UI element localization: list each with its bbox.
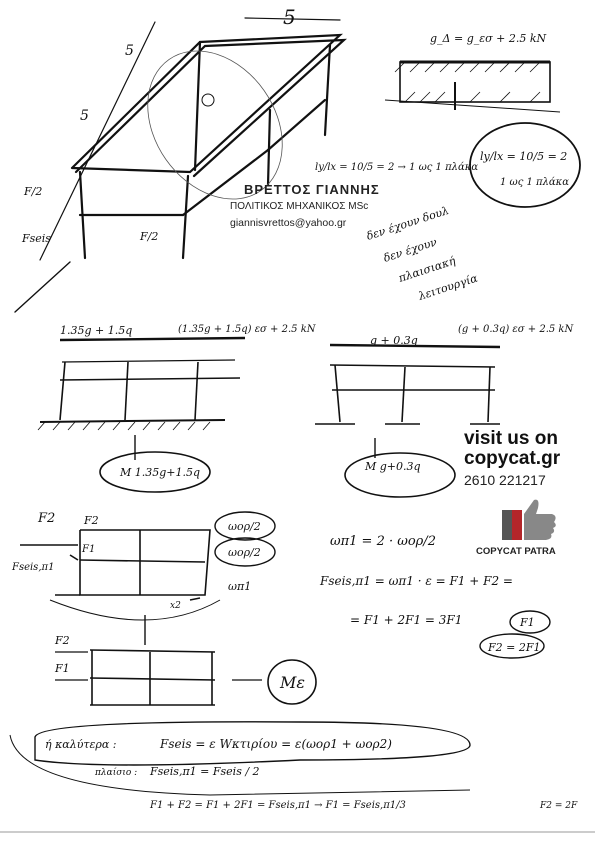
- frame-f2-label: F2: [84, 514, 99, 527]
- engineer-stamp: [230, 182, 400, 229]
- bottom-line3-end: F2 = 2F: [540, 801, 578, 811]
- eq-f1: F1: [520, 616, 535, 629]
- greek-note-1: δεν έχουν δουλ: [364, 204, 451, 243]
- force-label-f2: F/2: [24, 185, 43, 198]
- w-top: ωορ/2: [228, 520, 261, 533]
- combo-left: 1.35g + 1.5q: [60, 324, 133, 337]
- force-label-f2b: F/2: [140, 230, 159, 243]
- combo-left-load: (1.35g + 1.5q) εσ + 2.5 kN: [178, 324, 316, 335]
- greek-note-4: λειτουργία: [416, 271, 480, 303]
- lower-f1: F1: [55, 662, 70, 675]
- moment-e: Mε: [280, 673, 305, 692]
- bottom-line1-label: ή καλύτερα :: [45, 738, 117, 751]
- bottom-line1: Fseis = ε Wκτιρίου = ε(ωορ1 + ωορ2): [160, 737, 392, 751]
- advert-line2: copycat.gr: [464, 448, 561, 469]
- lower-frame: [55, 650, 316, 705]
- advert-brand: COPYCAT PATRA: [476, 546, 556, 557]
- dim-side-label-1: 5: [125, 43, 134, 59]
- load-top-right: g_Δ = g_εσ + 2.5 kN: [430, 32, 547, 45]
- greek-note-2: δεν έχουν: [381, 235, 439, 265]
- moment-right: M g+0.3q: [365, 460, 421, 473]
- beam-section-sketch: [385, 62, 560, 112]
- eq-f2: F2 = 2F1: [488, 641, 541, 654]
- copycat-advert: [464, 428, 594, 557]
- force-label-fseis: Fseis: [22, 232, 51, 245]
- ratio-circle: [470, 123, 580, 207]
- engineer-name: ΒΡΕΤΤΟΣ ΓΙΑΝΝΗΣ: [244, 182, 380, 197]
- frame-3d-sketch: [15, 18, 344, 312]
- eq-fseis: Fseis,π1 = ωπ1 · ε = F1 + F2 =: [320, 574, 513, 588]
- frame-f1-label: F1: [82, 544, 96, 555]
- ratio-note: ly/lx = 10/5 = 2 → 1 ως 1 πλάκα: [315, 162, 479, 173]
- engineer-title: ΠΟΛΙΤΙΚΟΣ ΜΗΧΑΝΙΚΟΣ MSc: [230, 201, 369, 212]
- ratio-circle-text: ly/lx = 10/5 = 2: [480, 150, 568, 163]
- advert-line1: visit us on: [464, 428, 558, 449]
- moment-left: M 1.35g+1.5q: [120, 466, 201, 479]
- combo-right: g + 0.3q: [370, 334, 418, 347]
- w-mid: ωορ/2: [228, 546, 261, 559]
- dim-side-label-2: 5: [80, 108, 89, 124]
- ratio-circle-text-2: 1 ως 1 πλάκα: [500, 177, 569, 188]
- engineer-email: giannisvrettos@yahoo.gr: [230, 217, 347, 229]
- bottom-line3: F1 + F2 = F1 + 2F1 = Fseis,π1 → F1 = Fseis,π1/3: [150, 800, 406, 811]
- eq-w: ωπ1 = 2 · ωορ/2: [330, 534, 436, 549]
- bottom-line2: Fseis,π1 = Fseis / 2: [150, 765, 260, 778]
- lower-f2: F2: [55, 634, 70, 647]
- greek-note-3: πλαισιακή: [396, 254, 458, 285]
- frame-f2-label-top: F2: [38, 511, 56, 526]
- eq-sum: = F1 + 2F1 = 3F1: [350, 613, 463, 627]
- dim-top-label: 5: [283, 5, 296, 29]
- advert-phone: 2610 221217: [464, 472, 546, 488]
- frame-fseis-label: Fseis,π1: [12, 562, 55, 573]
- combo-right-load: (g + 0.3q) εσ + 2.5 kN: [458, 324, 574, 335]
- w-frame: ωπ1: [228, 580, 252, 593]
- bottom-line2-label: πλαίσιο :: [95, 768, 138, 778]
- thumbs-up-icon: [500, 496, 560, 542]
- x2-label: x2: [170, 601, 181, 611]
